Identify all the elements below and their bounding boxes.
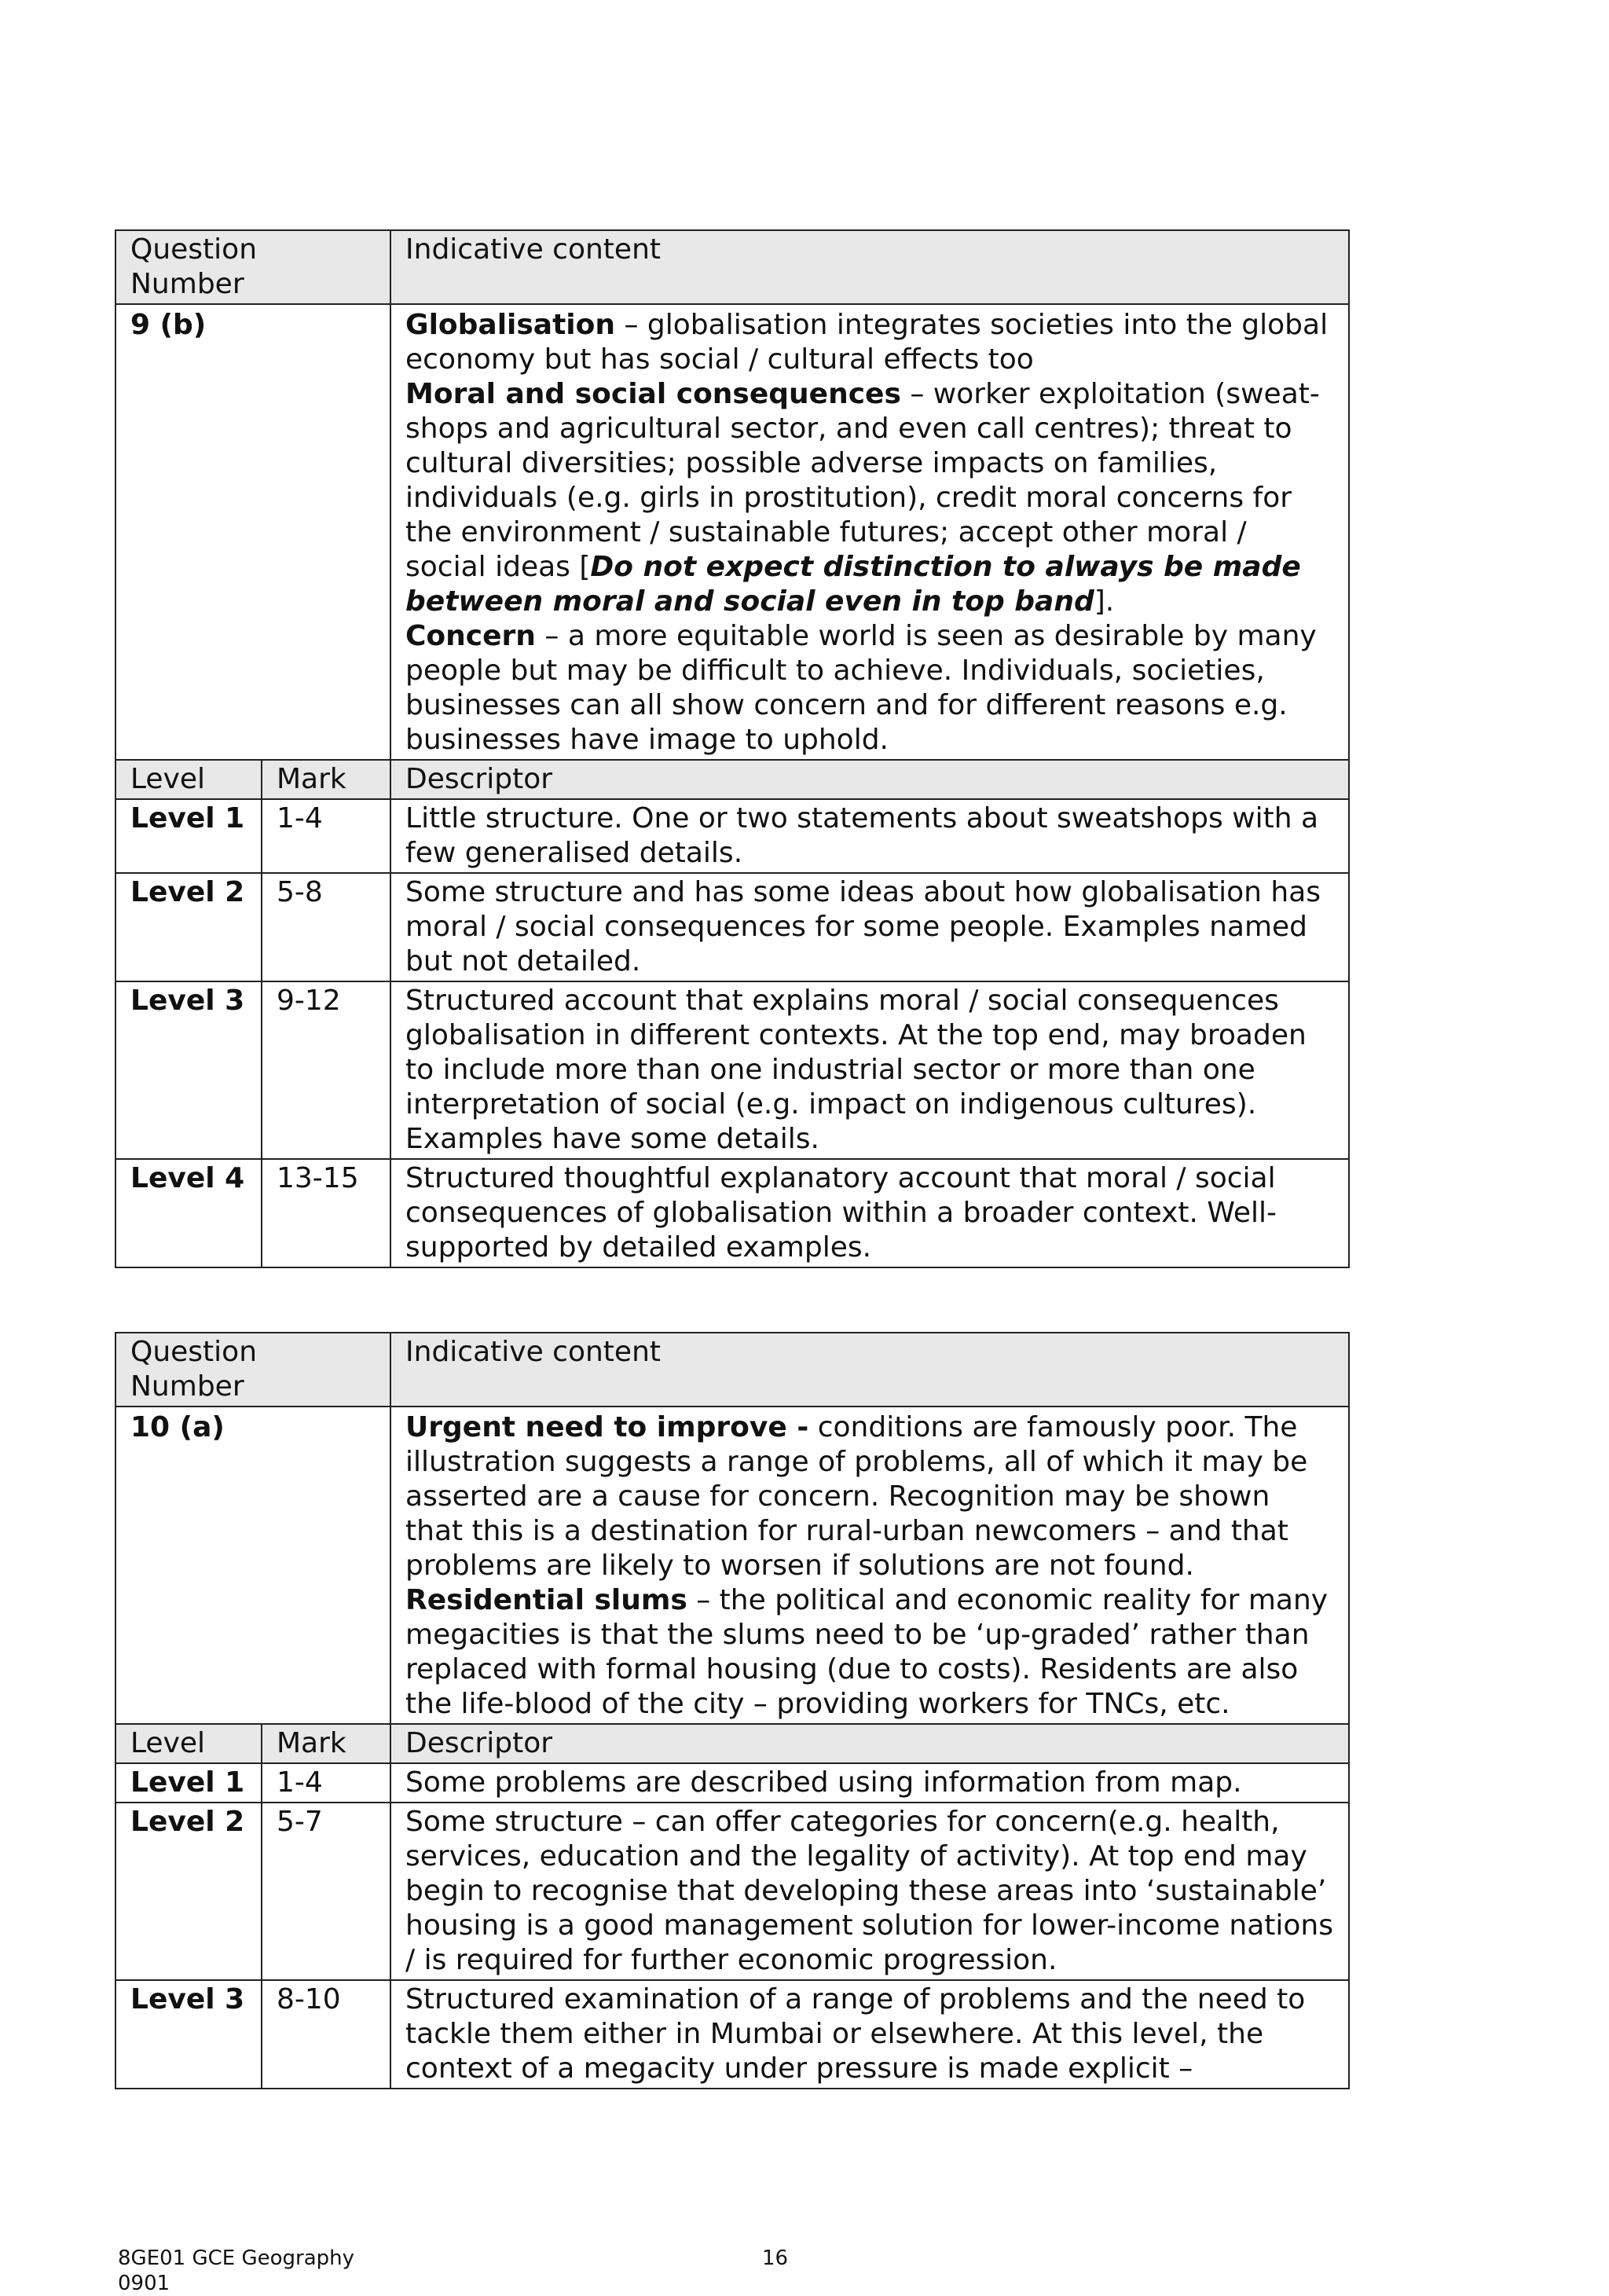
mark-scheme-table-9b — [115, 229, 1350, 1268]
content-paragraph — [405, 308, 1334, 377]
level-descriptor: Structured account that explains moral / social consequences globalisation in different contexts. At the top end, may broaden to include more than one industrial sector or more than one interpretation of social (e.g. impact on indigenous cultures). Examples have some details. — [390, 981, 1349, 1159]
level-mark: 5-8 — [262, 873, 390, 981]
mark-scheme-table-10a — [115, 1332, 1350, 2089]
content-text: – a more equitable world is seen as desirable by many people but may be difficult to achieve. Individuals, societies, businesses can all show concern and for different reasons e.g. businesses have image to uphold. — [405, 620, 1317, 756]
level-label: Level 1 — [115, 1763, 262, 1803]
level-column-header: Level — [115, 1724, 262, 1763]
level-row — [115, 799, 1349, 873]
mark-column-header: Mark — [262, 760, 390, 799]
content-row — [115, 304, 1349, 760]
level-descriptor: Structured thoughtful explanatory account that moral / social consequences of globalisation within a broader context. Well-supported by detailed examples. — [390, 1159, 1349, 1267]
content-paragraph — [405, 1583, 1334, 1722]
level-descriptor: Some problems are described using information from map. — [390, 1763, 1349, 1803]
page-number: 16 — [762, 2246, 789, 2270]
content-heading: Concern — [405, 620, 536, 652]
content-paragraph — [405, 1410, 1334, 1583]
level-row — [115, 981, 1349, 1159]
level-descriptor: Little structure. One or two statements about sweatshops with a few generalised details. — [390, 799, 1349, 873]
descriptor-column-header: Descriptor — [390, 760, 1349, 799]
question-number-header: Question Number — [115, 230, 390, 304]
table-header-row — [115, 230, 1349, 304]
level-mark: 1-4 — [262, 1763, 390, 1803]
level-label: Level 2 — [115, 1803, 262, 1980]
content-paragraph — [405, 619, 1334, 757]
level-descriptor: Some structure – can offer categories for concern(e.g. health, services, education and the legality of activity). At top end may begin to recognise that developing these areas into ‘sustainable’ housing is a good management solution for lower-income nations / is required for further economic progression. — [390, 1803, 1349, 1980]
content-paragraph — [405, 377, 1334, 619]
level-mark: 1-4 — [262, 799, 390, 873]
level-row — [115, 1159, 1349, 1267]
footer-document-code — [118, 2246, 354, 2296]
content-heading: Globalisation — [405, 309, 616, 341]
level-descriptor: Some structure and has some ideas about how globalisation has moral / social consequences for some people. Examples named but not detailed. — [390, 873, 1349, 981]
level-header-row — [115, 760, 1349, 799]
indicative-content — [390, 1407, 1349, 1724]
question-number: 10 (a) — [115, 1407, 390, 1724]
content-text: ]. — [1094, 585, 1115, 618]
level-header-row — [115, 1724, 1349, 1763]
level-row — [115, 1803, 1349, 1980]
question-number: 9 (b) — [115, 304, 390, 760]
level-descriptor: Structured examination of a range of problems and the need to tackle them either in Mumbai or elsewhere. At this level, the context of a megacity under pressure is made explicit – — [390, 1980, 1349, 2089]
content-note: Do not expect distinction to always be made between moral and social even in top band — [405, 551, 1301, 618]
indicative-content — [390, 304, 1349, 760]
level-mark: 8-10 — [262, 1980, 390, 2089]
level-label: Level 3 — [115, 1980, 262, 2089]
level-mark: 9-12 — [262, 981, 390, 1159]
content-text: – the political and economic reality for many megacities is that the slums need to be ‘up-graded’ rather than replaced with formal housing (due to costs). Residents are also the life-blood of the city – providing workers for TNCs, etc. — [405, 1584, 1329, 1720]
mark-column-header: Mark — [262, 1724, 390, 1763]
level-mark: 13-15 — [262, 1159, 390, 1267]
level-row — [115, 1980, 1349, 2089]
question-number-header: Question Number — [115, 1333, 390, 1407]
content-text: conditions are famously poor. The illustration suggests a range of problems, all of which it may be asserted are a cause for concern. Recognition may be shown that this is a destination for rural-urban newcomers – and that problems are likely to worsen if solutions are not found. — [405, 1411, 1308, 1582]
content-heading: Residential slums — [405, 1584, 687, 1616]
level-column-header: Level — [115, 760, 262, 799]
content-heading: Moral and social consequences — [405, 378, 901, 410]
table-header-row — [115, 1333, 1349, 1407]
level-label: Level 3 — [115, 981, 262, 1159]
level-mark: 5-7 — [262, 1803, 390, 1980]
level-label: Level 2 — [115, 873, 262, 981]
indicative-content-header: Indicative content — [390, 230, 1349, 304]
content-text: – worker exploitation (sweat-shops and agricultural sector, and even call centres); threat to cultural diversities; possible adverse impacts on families, individuals (e.g. girls in prostitution), credit moral concerns for the environment / sustainable futures; accept other moral / social ideas [ — [405, 378, 1320, 583]
content-text: – globalisation integrates societies into the global economy but has social / cultural effects too — [405, 309, 1329, 376]
level-label: Level 1 — [115, 799, 262, 873]
footer-line: 0901 — [118, 2272, 170, 2295]
level-row — [115, 1763, 1349, 1803]
content-heading: Urgent need to improve - — [405, 1411, 809, 1443]
level-label: Level 4 — [115, 1159, 262, 1267]
content-row — [115, 1407, 1349, 1724]
indicative-content-header: Indicative content — [390, 1333, 1349, 1407]
footer-line: 8GE01 GCE Geography — [118, 2246, 355, 2270]
level-row — [115, 873, 1349, 981]
descriptor-column-header: Descriptor — [390, 1724, 1349, 1763]
